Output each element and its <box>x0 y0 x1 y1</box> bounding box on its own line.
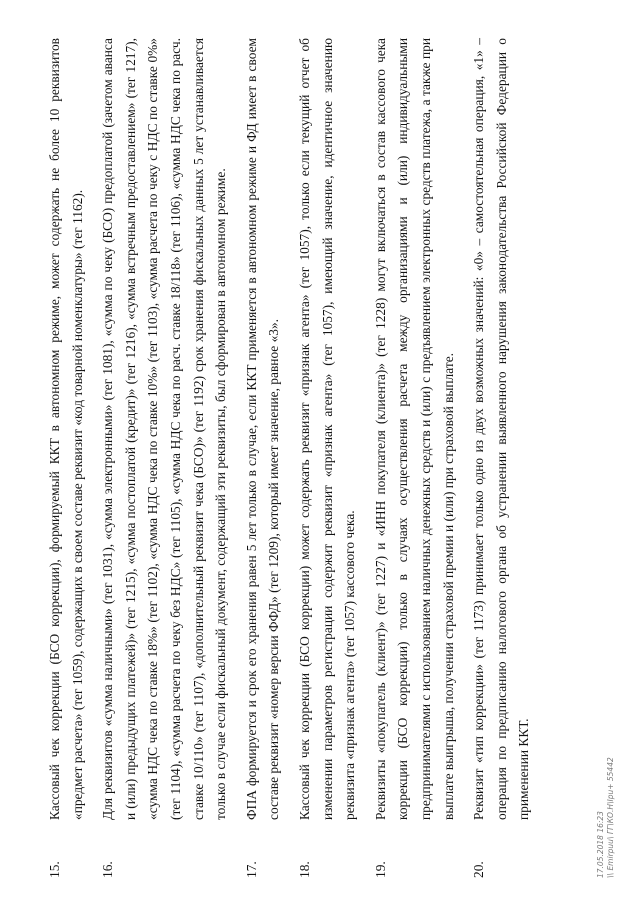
list-item <box>241 38 286 878</box>
item-text: Реквизиты «покупатель (клиент)» (тег 1227) и «ИНН покупателя (клиента)» (тег 1228) могут включаться в состав кассового чека коррекции (БСО коррекции) только в случаях осуществления расчета между организациями и (или) индивидуальными предпринимателями с использованием наличных денежных средств и (или) с предъявлением электронных средств платежа, а также при выплате выигрыша, получении страховой премии и (или) при страховой выплате. <box>372 38 456 820</box>
item-text: Реквизит «тип коррекции» (тег 1173) принимает только одно из двух возможных значений: «0» – самостоятельная операция, «1» – операция по предписанию налогового органа об устранении выявленного нарушения законодательства Российской Федерации о применении ККТ. <box>471 38 532 820</box>
list-item <box>468 38 536 878</box>
item-number: 16. <box>100 861 116 878</box>
stamp-date: 17.05.2018 16:23 <box>596 811 605 878</box>
item-number: 17. <box>243 861 259 878</box>
item-text: Кассовый чек коррекции (БСО коррекции) может содержать реквизит «признак агента» (тег 1057), только если текущий отчет об изменении параметров регистрации содержит реквизит «признак агента» (тег 1057), имеющий значение, идентичное значению реквизита «признак агента» (тег 1057) кассового чека. <box>296 38 358 820</box>
list-item <box>294 38 362 878</box>
item-number: 20. <box>471 861 487 878</box>
list-item <box>44 38 89 878</box>
rotated-page <box>20 20 620 878</box>
list-item <box>97 38 233 878</box>
item-number: 18. <box>296 861 312 878</box>
item-text: Для реквизитов «сумма наличными» (тег 1031), «сумма электронными» (тег 1081), «сумма по чеку (БСО) предоплатой (зачетом аванса и (или) предыдущих платежей)» (тег 1215), «сумма постоплатой (кредит)» (тег 1216), «сумма встречным предоставлением» (тег 1217), «сумма НДС чека по ставке 18%» (тег 1102), «сумма НДС чека по ставке 10%» (тег 1103), «сумма расчета по чеку с НДС по ставке 0%» (тег 1104), «сумма расчета по чеку без НДС» (тег 1105), «сумма НДС чека по расч. ставке 18/118» (тег 1106), «сумма НДС чека по расч. ставке 10/110» (тег 1107), «дополнительный реквизит чека (БСО)» (тег 1192) срок хранения фискальных данных 5 лет устанавливается только в случае если фискальный документ, содержащий эти реквизиты, был сформирован в автономном режиме. <box>100 38 229 820</box>
list-item <box>370 38 460 878</box>
item-number: 19. <box>372 861 388 878</box>
item-number: 15. <box>47 861 62 878</box>
item-text: ФПА формируется и срок его хранения равен 5 лет только в случае, если ККТ применяется в автономном режиме и ФД имеет в своем составе реквизит «номер версии ФФД» (тег 1209), который имеет значение, равное «3». <box>243 38 282 820</box>
print-stamp <box>596 757 616 878</box>
requirements-list <box>44 38 544 878</box>
stamp-path: \\ Emirpuu\ ГГ\КО.Н\Ipu+ 55442 <box>606 757 615 878</box>
item-text: Кассовый чек коррекции (БСО коррекции), формируемый ККТ в автономном режиме, может содержать не более 10 реквизитов «предмет расчета» (тег 1059), содержащих в своем составе реквизит «код товарной номенклатуры» (тег 1162). <box>47 38 85 820</box>
